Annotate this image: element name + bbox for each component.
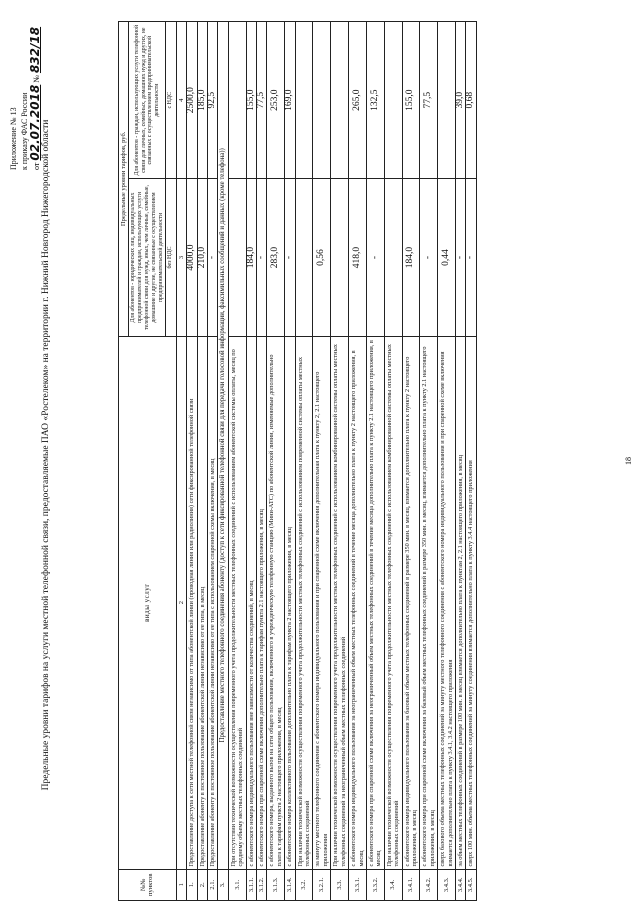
row-tariff-citizens: 185,0 bbox=[197, 22, 207, 179]
row-tariff-legal: - bbox=[208, 179, 218, 336]
table-row bbox=[257, 22, 267, 901]
row-service-name: Предоставление доступа к сети местной телефонной связи независимо от типа абонентской линии (проводная линия или радиолиния) сети фиксированной телефонной связи bbox=[187, 336, 197, 869]
table-row bbox=[420, 22, 438, 901]
header-citizens: Для абонентов - граждан, использующих услуги телефонной связи для личных, семейных, домашних нужд и других, не связанных с осуществлением предпринимательской деятельности bbox=[129, 22, 166, 179]
row-number: 3.1.3. bbox=[267, 869, 285, 900]
row-tariff-citizens bbox=[295, 22, 313, 179]
header-idx-4: 4 bbox=[176, 22, 186, 179]
row-tariff-legal: 4000,0 bbox=[187, 179, 197, 336]
appendix-header bbox=[8, 0, 42, 170]
row-tariff-legal: 418,0 bbox=[349, 179, 367, 336]
row-number: 3.2. bbox=[295, 869, 313, 900]
table-row bbox=[384, 22, 402, 901]
row-tariff-citizens: 169,0 bbox=[285, 22, 295, 179]
row-service-name: с абонентского номера коллективного пользования дополнительно плата к тарифам пункта 2 настоящего приложения, в месяц bbox=[285, 336, 295, 869]
row-tariff-citizens bbox=[331, 22, 349, 179]
row-number: 3.4.1. bbox=[402, 869, 420, 900]
handwritten-number: 832/18 bbox=[28, 26, 42, 74]
row-number: 1. bbox=[187, 869, 197, 900]
row-service-name: сверх базового объема местных телефонных соединений за минуту местного телефонного соединения с абонентского номера индивидуального пользования и при спаренной схеме включения взимается дополнительно плата к пункту 3.4.1, 3.4.2 настоящего приложения bbox=[438, 336, 456, 869]
row-service-name: При наличии технической возможности осуществления повременного учета продолжительности местных телефонных соединений с использованием комбинированной системы оплаты местных телефонных соединений bbox=[384, 336, 402, 869]
row-tariff-citizens: 39,0 bbox=[455, 22, 465, 179]
table-row bbox=[187, 22, 197, 901]
row-tariff-citizens bbox=[438, 22, 456, 179]
row-number: 3.4.3. bbox=[438, 869, 456, 900]
table-row bbox=[208, 22, 218, 901]
row-tariff-citizens: 253,0 bbox=[267, 22, 285, 179]
table-row bbox=[466, 22, 476, 901]
row-service-name: с абонентского номера, выданного вызов на сети общего пользования, включенного в учрежденческую телефонную станцию (Мини-АТС) по абонентской линии, изменяемые дополнительно плата к тарифам пункта 2 настоящего приложения, в месяц bbox=[267, 336, 285, 869]
row-tariff-legal: - bbox=[285, 179, 295, 336]
row-tariff-legal bbox=[228, 179, 246, 336]
row-service-name: При наличии технической возможности осуществления повременного учета продолжительности местных телефонных соединений с использованием повременной системы оплаты местных телефонных соединений bbox=[295, 336, 313, 869]
section-title: Предоставление местного телефонного соединения абоненту (доступ к сети фиксированной телефонной связи для передачи голосовой информации, факсимильных сообщений и данных (кроме телефона)) bbox=[218, 22, 228, 870]
row-number: 3.2.1. bbox=[313, 869, 331, 900]
row-tariff-citizens bbox=[384, 22, 402, 179]
row-tariff-citizens bbox=[228, 22, 246, 179]
row-service-name: При отсутствии технической возможности осуществления повременного учета продолжительности местных телефонных соединений с использованием абонентской системы оплаты, месяц по среднему объему местных телефонных соединений bbox=[228, 336, 246, 869]
row-service-name: Предоставление абоненту в постоянное пользование абонентской линии независимо от ее типа с использованием спаренной схемы включения, в месяц bbox=[208, 336, 218, 869]
row-number: 2.1. bbox=[208, 869, 218, 900]
row-number: 3.4.4. bbox=[455, 869, 465, 900]
row-tariff-legal: 0,44 bbox=[438, 179, 456, 336]
row-tariff-legal: - bbox=[366, 179, 384, 336]
row-service-name: с абонентского номера при спаренной схеме включения за неограниченный объем местных телефонных соединений в течение месяца дополнительно плата к пункту 2.1 настоящего приложения, в месяц bbox=[366, 336, 384, 869]
appendix-line-1: Приложение № 13 bbox=[9, 107, 18, 170]
header-without-vat: без НДС bbox=[166, 179, 176, 336]
title-line-1: Предельные уровни тарифов на услуги местной телефонной связи, предоставляемые ПАО «Ростелеком» на территории г. Нижний Новгород Нижегородской области bbox=[41, 119, 51, 791]
table-row bbox=[267, 22, 285, 901]
row-number: 3.1.2. bbox=[257, 869, 267, 900]
table-row bbox=[366, 22, 384, 901]
row-number: 3.1.4. bbox=[285, 869, 295, 900]
header-idx-2: 2 bbox=[176, 336, 186, 869]
row-number: 3.4.5. bbox=[466, 869, 476, 900]
row-tariff-legal: 184,0 bbox=[246, 179, 256, 336]
number-prefix: № bbox=[32, 75, 41, 83]
row-tariff-citizens: 132,5 bbox=[366, 22, 384, 179]
table-row bbox=[402, 22, 420, 901]
row-service-name: с абонентского номера индивидуального пользования за неограниченный объем местных телефонных соединений в течение месяца дополнительно плата к пункту 2 настоящего приложения, в месяц bbox=[349, 336, 367, 869]
header-group: Предельные уровни тарифов, руб. bbox=[119, 22, 129, 337]
table-row bbox=[349, 22, 367, 901]
row-tariff-citizens: 77,5 bbox=[420, 22, 438, 179]
table-row bbox=[228, 22, 246, 901]
row-service-name: Предоставление абоненту в постоянное пользование абонентской линии независимо от ее типа, в месяц bbox=[197, 336, 207, 869]
row-number: 2. bbox=[197, 869, 207, 900]
row-service-name: с абонентского номера при спаренной схеме включения дополнительно плата к тарифам пункта 2.1 настоящего приложения, в месяц bbox=[257, 336, 267, 869]
row-tariff-citizens: 92,5 bbox=[208, 22, 218, 179]
document-title bbox=[40, 35, 52, 875]
header-idx-3: 3 bbox=[176, 179, 186, 336]
table-row bbox=[455, 22, 465, 901]
table-row bbox=[197, 22, 207, 901]
row-tariff-legal bbox=[331, 179, 349, 336]
row-tariff-legal: - bbox=[455, 179, 465, 336]
row-tariff-citizens: 0,68 bbox=[466, 22, 476, 179]
header-num: №№ пунктов bbox=[119, 869, 177, 900]
table-row bbox=[295, 22, 313, 901]
row-service-name: с абонентского номера индивидуального пользования вне зависимости от количества соединений, в месяц bbox=[246, 336, 256, 869]
row-number: 3.4. bbox=[384, 869, 402, 900]
table-row bbox=[438, 22, 456, 901]
row-tariff-legal bbox=[384, 179, 402, 336]
row-service-name: сверх 100 мин. объема местных телефонных соединений за минуту соединения взимается дополнительно плата к пункту 3.4.4 настоящего приложения bbox=[466, 336, 476, 869]
header-name: виды услуг bbox=[119, 336, 177, 869]
row-tariff-legal: 0,56 bbox=[313, 179, 331, 336]
row-number: 3. bbox=[218, 869, 228, 900]
header-idx-1: 1 bbox=[176, 869, 186, 900]
row-tariff-citizens: 265,0 bbox=[349, 22, 367, 179]
section-row bbox=[218, 22, 228, 901]
table-row bbox=[331, 22, 349, 901]
row-tariff-citizens: 77,5 bbox=[257, 22, 267, 179]
row-service-name: за минуту местного телефонного соединения с абонентского номера индивидуального пользования и при спаренной схеме включения дополнительная плата к пункту 2, 2.1 настоящего приложения bbox=[313, 336, 331, 869]
row-tariff-legal: - bbox=[257, 179, 267, 336]
row-tariff-legal: - bbox=[420, 179, 438, 336]
row-number: 3.1.1. bbox=[246, 869, 256, 900]
row-service-name: При наличии технической возможности осуществления повременного учета продолжительности местных телефонных соединений с использованием комбинированной системы оплаты местных телефонных соединений за неограниченный объем местных телефонных соединений bbox=[331, 336, 349, 869]
row-tariff-citizens bbox=[313, 22, 331, 179]
row-number: 3.4.2. bbox=[420, 869, 438, 900]
row-service-name: с абонентского номера при спаренной схеме включения за базовый объем местных телефонных соединений в размере 350 мин. в месяц, взимается дополнительно плата к пункту 2.1 настоящего приложения, в месяц bbox=[420, 336, 438, 869]
row-number: 3.3.1. bbox=[349, 869, 367, 900]
row-tariff-legal: 210,0 bbox=[197, 179, 207, 336]
page-number: 18 bbox=[624, 457, 633, 465]
row-number: 3.3.2. bbox=[366, 869, 384, 900]
row-number: 3.1. bbox=[228, 869, 246, 900]
table-row bbox=[285, 22, 295, 901]
row-service-name: за объем местных телефонных соединений в размере 100 мин. в месяц взимается дополнительно плата к пунктам 2, 2.1 настоящего приложения, в месяц bbox=[455, 336, 465, 869]
tariffs-table-body bbox=[187, 22, 477, 901]
row-tariff-citizens: 2500,0 bbox=[187, 22, 197, 179]
row-service-name: с абонентского номера индивидуального пользования за базовый объем местных телефонных соединений в размере 350 мин. в месяц, взимается дополнительно плата к пункту 2 настоящего приложения, в месяц bbox=[402, 336, 420, 869]
header-with-vat: с НДС bbox=[166, 22, 176, 179]
table-row bbox=[313, 22, 331, 901]
row-tariff-legal: - bbox=[466, 179, 476, 336]
row-tariff-citizens: 155,0 bbox=[402, 22, 420, 179]
row-tariff-legal: 283,0 bbox=[267, 179, 285, 336]
table-row bbox=[246, 22, 256, 901]
header-legal: Для абонентов - юридических лиц, индивидуальных предпринимателей и граждан, использующих услуги телефонной связи для нужд, иных, чем личные, семейные, домашние и другие, не связанные с осуществлением предпринимательской деятельности bbox=[129, 179, 166, 336]
appendix-line-2: к приказу ФАС России bbox=[20, 92, 29, 170]
row-tariff-citizens: 155,0 bbox=[246, 22, 256, 179]
tariffs-table bbox=[118, 21, 477, 901]
row-tariff-legal bbox=[295, 179, 313, 336]
handwritten-date: 02.07.2018 bbox=[28, 84, 42, 161]
date-prefix: от bbox=[32, 162, 41, 170]
row-number: 3.3. bbox=[331, 869, 349, 900]
row-tariff-legal: 184,0 bbox=[402, 179, 420, 336]
